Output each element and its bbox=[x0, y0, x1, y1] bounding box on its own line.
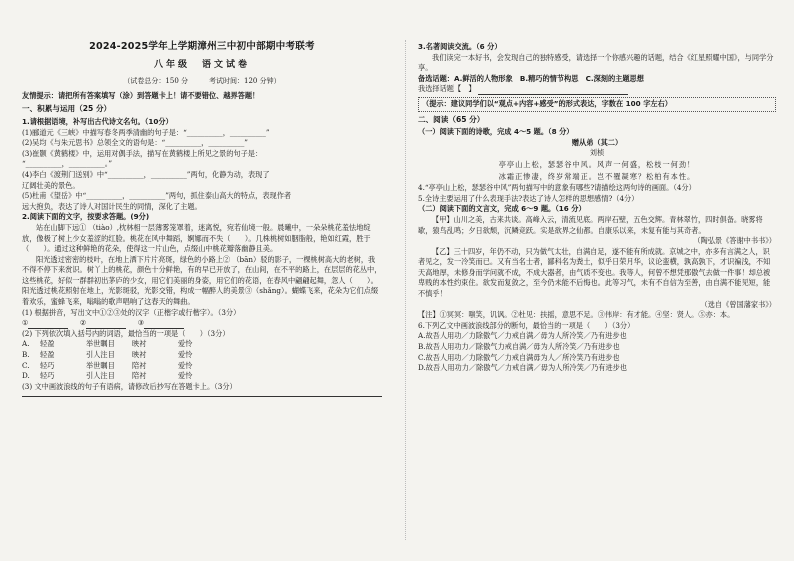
text-a: 【甲】山川之美，古来共谈。高峰入云，清流见底。两岸石壁，五色交辉。青林翠竹，四时俱备。晓雾将歇，猿鸟乱鸣；夕日欲颓，沉鳞竞跃。实是欲界之仙都。自康乐以来，未复有能与其奇者。 bbox=[418, 214, 763, 235]
option-word: 映衬 bbox=[132, 350, 147, 360]
option-word: 陪衬 bbox=[132, 360, 147, 370]
option-word: 映衬 bbox=[132, 339, 147, 349]
blank-label-2: ② bbox=[79, 318, 87, 328]
q1-item-4: (4)李白《渡荆门送别》中“__________，__________”两句，化静为动，表现了 bbox=[22, 169, 270, 179]
option-word: 爱怜 bbox=[178, 371, 193, 381]
q2-paragraph-2: 阳光透过密密的枝叶，在地上洒下片片亮斑，绿色的小路上② （bān）驳的影子，一棵桃树高大的老树，我不得不停下来赏识。树丫上的桃花，颜色十分鲜艳，有的早已开放了，在山间，在不平的路上，在层层的花丛中，这些桃花，好似一群群初出茅庐的少女，用它们美丽的身姿，用它们的花语，在春风中翩翩起舞，忽人（ ）。阳光透过桃花照射在地上，光影斑驳，光影交错，构成一幅醉人的美景③（shǎng）。蝴蝶飞来，花朵为它们点缀着欢乐，蜜蜂飞来，嗡嗡的歌声唱响了这春天的舞曲。 bbox=[22, 254, 382, 307]
text-a-source: （陶弘景《答谢中书书》） bbox=[693, 236, 776, 246]
q2-title: 2.阅读下面的文字，按要求答题。(9分) bbox=[22, 212, 150, 222]
poem-section-title: （一）阅读下面的诗歌，完成 4～5 题。（8 分） bbox=[418, 127, 574, 137]
q2-sub3: (3) 文中画波浪线的句子有语病，请修改后抄写在答题卡上。（3分） bbox=[22, 381, 237, 391]
option-word: 爱怜 bbox=[178, 360, 193, 370]
option-word: 轻巧 bbox=[40, 371, 55, 381]
exam-subtitle: 八年级 语文试卷 bbox=[153, 59, 250, 70]
text-b: 【乙】三十四岁，年仍不动，只为做气太壮，自满自足，遂不能有所成就。京城之中，亦多有言满之人，识者见之，发一冷笑而已。又有当名士者，鄙科名为粪土，似乎日荣月华，议论蛮横，孰高孰下，才识褊浅，不知天高地厚，未修身而学问就不成，不成大器者，由气质不变也。我等人，何曾不想凭那傲气去做一件事！却总被卑贱的本性约束住。欲发而复敛之，至今仍未能不后悔也。此等习气，未有不自信为至善，由自满不能见短，能不慎乎！ bbox=[418, 246, 771, 299]
q5: 5.全诗主要运用了什么表现手法?表达了诗人怎样的思想感情?（4分） bbox=[418, 193, 639, 203]
exam-title: 2024-2025学年上学期漳州三中初中部期中考联考 bbox=[89, 41, 315, 52]
q1-item-5b: 远大抱负，表达了诗人对国计民生的同情，深化了主题。 bbox=[22, 201, 202, 211]
q3-answer-blank[interactable] bbox=[478, 86, 628, 95]
part1-heading: 一、积累与运用（25 分） bbox=[22, 104, 112, 114]
q1-item-2: (2)吴均《与朱元思书》总领全文的语句是：“__________，__________” bbox=[22, 138, 248, 148]
option-word: 轻巧 bbox=[40, 360, 55, 370]
option-key: C. bbox=[22, 360, 30, 370]
option-key: B. bbox=[22, 350, 30, 360]
q3-choice-label: 我选择话题【 】 bbox=[418, 84, 476, 94]
option-word: 轻盈 bbox=[40, 350, 55, 360]
blank-2[interactable] bbox=[86, 320, 126, 329]
q2-paragraph-1: 站在山脚下远① （tiào）,枕林相一层薄雾笼罩着，迷离悦，宛若仙境一般。晨曦中，一朵朵桃花羞怯地绽放，像极了树上少女羞涩的红脸。桃花在风中舞蹈，婀娜而不失（ ）。几株桃树如胭脂般，艳如红霞，胜于（ ）。通过这种鲜艳的花朵，使得这一片山色，点缀山中桃花瓣落幽静且美。 bbox=[22, 222, 371, 254]
part2-heading: 二、阅读（65 分） bbox=[418, 114, 485, 124]
q2-blanks-row bbox=[22, 318, 382, 329]
q2-option-a[interactable] bbox=[22, 339, 382, 350]
option-word: 轻盈 bbox=[40, 339, 55, 349]
q1-item-3: (3)崔颢《黄鹤楼》中，运用对偶手法，描写在黄鹤楼上所见之景的句子是： bbox=[22, 148, 263, 158]
option-word: 引人注目 bbox=[86, 371, 115, 381]
q1-item-4b: 辽阔壮美的景色。 bbox=[22, 180, 80, 190]
q6-option-c[interactable]: C.故吾人用功／力除傲气／力戒自满毋为人／所冷笑乃有进步也 bbox=[418, 352, 620, 362]
option-key: A. bbox=[22, 339, 30, 349]
q2-option-d[interactable] bbox=[22, 371, 382, 382]
answer-line[interactable] bbox=[22, 396, 382, 397]
option-word: 举世瞩目 bbox=[86, 339, 115, 349]
notes: 【注】①冥冥：嗤笑，讥讽。②杜见：扶摇，意思不足。③伟岸：有才能。④坚：贤人。⑤亦：本。 bbox=[418, 310, 735, 320]
q6-option-b[interactable]: B.故吾人用功力／除傲气力戒自满／毋为人所冷笑／乃有进步也 bbox=[418, 342, 620, 352]
option-word: 爱怜 bbox=[178, 350, 193, 360]
q6: 6.下列乙文中画波浪线部分的断句，最恰当的一项是（ ）（3分） bbox=[418, 320, 635, 330]
column-divider bbox=[405, 40, 406, 540]
q1-title: 1.请根据语境，补写出古代诗文名句。（10分） bbox=[22, 116, 173, 126]
option-word: 引人注目 bbox=[86, 350, 115, 360]
score-info: （试卷总分：150 分 考试时间：120 分钟） bbox=[123, 77, 281, 86]
q1-item-1: (1)郦道元《三峡》中描写春冬两季清幽的句子是：“__________，__________” bbox=[22, 127, 270, 137]
poem-line-2: 冰霜正惨凄，终岁常端正。岂不罹凝寒？松柏有本性。 bbox=[498, 171, 696, 181]
option-word: 举世瞩目 bbox=[86, 360, 115, 370]
left-column bbox=[22, 42, 382, 399]
q4: 4.“亭亭山上松，瑟瑟谷中风”两句描写中的意象有哪些?请描绘这两句诗的画面。（4分） bbox=[418, 183, 696, 193]
q6-option-d[interactable]: D.故吾人用功力／除傲气／力戒自满／毋为人所冷笑／乃有进步也 bbox=[418, 363, 628, 373]
q2-option-c[interactable] bbox=[22, 361, 382, 372]
q3-topics: 备选话题：A.鲜活的人物形象 B.精巧的情节构思 C.深刻的主题思想 bbox=[418, 73, 644, 83]
blank-label-3: ③ bbox=[137, 318, 145, 328]
blank-1[interactable] bbox=[28, 320, 68, 329]
q6-option-a[interactable]: A.故吾人用功／力除傲气／力戒自满／毋为人所冷笑／乃有进步也 bbox=[418, 331, 627, 341]
option-key: D. bbox=[22, 371, 30, 381]
poem-author: 刘桢 bbox=[589, 148, 605, 158]
classical-section-title: （二）阅读下面的文言文，完成 6～9 题。（16 分） bbox=[418, 204, 586, 214]
poem-title: 赠从弟（其二） bbox=[571, 137, 623, 147]
q3-choice bbox=[418, 84, 776, 95]
blank-label-1: ① bbox=[22, 318, 29, 328]
q1-item-5: (5)杜甫《望岳》中“__________，__________”两句，抓住泰山高大的特点，表现作者 bbox=[22, 191, 292, 201]
text-b-source: （选自《曾国藩家书》） bbox=[700, 299, 776, 309]
q2-sub2: (2) 下列依次填入括号内的词语，最恰当的一项是（ ）（3分） bbox=[22, 328, 230, 338]
q1-item-3b: “__________，__________。” bbox=[22, 159, 112, 169]
q3-title: 3.名著阅读交流。（6 分） bbox=[418, 42, 502, 51]
option-word: 爱怜 bbox=[178, 339, 193, 349]
q3-hint: （提示：建议同学们以“观点+内容+感受”的形式表达，字数在 100 字左右） bbox=[422, 98, 672, 108]
option-word: 陪衬 bbox=[132, 371, 147, 381]
friendly-tip: 友情提示：请把所有答案填写（涂）到答题卡上！请不要错位、越界答题！ bbox=[22, 90, 260, 100]
blank-3[interactable] bbox=[144, 320, 184, 329]
q3-text: 我们读完一本好书，会发现自己的独特感受，请选择一个你感兴趣的话题，结合《红星照耀中国》，与同学分享。 bbox=[418, 52, 774, 73]
poem-line-1: 亭亭山上松，瑟瑟谷中风。风声一何盛，松枝一何劲！ bbox=[498, 159, 696, 169]
q2-option-b[interactable] bbox=[22, 350, 382, 361]
right-column bbox=[418, 42, 776, 374]
q3-hint-box bbox=[418, 97, 776, 112]
q2-sub1: (1) 根据拼音，写出文中①②③处的汉字（正楷字或行楷字）。（3分） bbox=[22, 307, 241, 317]
